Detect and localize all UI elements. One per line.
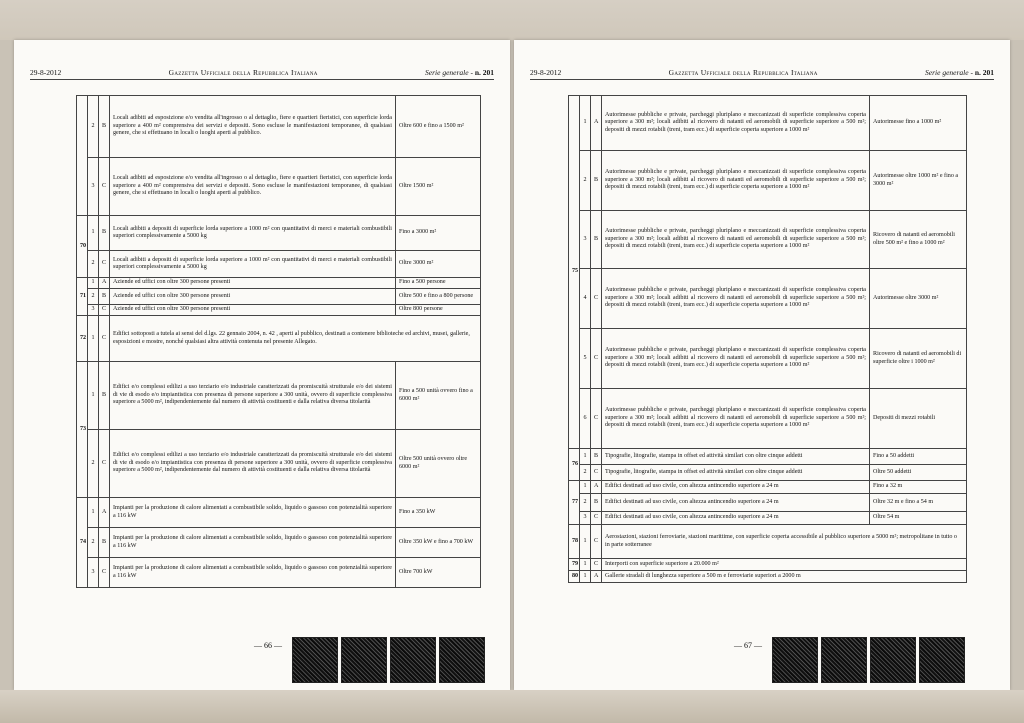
category: B (99, 528, 110, 558)
table-row (77, 316, 481, 362)
category: B (591, 494, 602, 512)
activity-description: Autorimesse pubbliche e private, parcheggi pluriplano e meccanizzati di superficie complessiva coperta superiore a 300 m²; locali adibiti al ricovero di natanti ed aeromobili di superficie superiore a 500 m²; depositi di mezzi rotabili (treni, tram ecc.) di superficie coperta superiore a 1000 m² (602, 329, 870, 389)
sub-number: 1 (580, 525, 591, 559)
activity-description: Tipografie, litografie, stampa in offset ed attività similari con oltre cinque addetti (602, 465, 870, 481)
category: A (591, 571, 602, 583)
datamatrix-code-4 (919, 637, 965, 683)
activity-description: Edifici e/o complessi edilizi a uso terziario e/o industriale caratterizzati da promiscuità strutturale e/o dei sistemi di vie di esodo e/o impiantistica con presenza di persone superiore a 300 unità, ovvero di superficie complessiva superiore a 5000 m², indipendentemente dal numero di attività costituenti e dalla relativa diversa titolarità (110, 362, 396, 430)
activity-description: Edifici e/o complessi edilizi a uso terziario e/o industriale caratterizzati da promiscuità strutturale e/o dei sistemi di vie di esodo e/o impiantistica con presenza di persone superiore a 300 unità, ovvero di superficie complessiva superiore a 5000 m², indipendentemente dal numero di attività costituenti e dalla relativa diversa titolarità (110, 430, 396, 498)
sub-number: 2 (580, 465, 591, 481)
scan-top-margin (0, 0, 1024, 40)
activity-description: Edifici destinati ad uso civile, con altezza antincendio superiore a 24 m (602, 494, 870, 512)
sub-number: 1 (580, 481, 591, 494)
header-date: 29-8-2012 (30, 67, 62, 77)
barcode-strip (292, 637, 485, 683)
activity-description: Aerostazioni, stazioni ferroviarie, stazioni marittime, con superficie coperta accessibile al pubblico superiore a 5000 m²; metropolitane in tutto o in parte sotterranee (602, 525, 967, 559)
activity-description: Autorimesse pubbliche e private, parcheggi pluriplano e meccanizzati di superficie complessiva coperta superiore a 300 m²; locali adibiti al ricovero di natanti ed aeromobili di superficie superiore a 500 m²; depositi di mezzi rotabili (treni, tram ecc.) di superficie coperta superiore a 1000 m² (602, 96, 870, 151)
category: A (99, 498, 110, 528)
activity-number: 70 (77, 216, 88, 278)
category: A (99, 278, 110, 289)
table-row (569, 559, 967, 571)
header-series: Serie generale - n. 201 (925, 67, 994, 77)
category: C (591, 512, 602, 525)
table-row (569, 329, 967, 389)
sub-number: 1 (88, 498, 99, 528)
category: B (99, 289, 110, 305)
category: B (591, 151, 602, 211)
activity-number: 71 (77, 278, 88, 316)
table-row (569, 512, 967, 525)
activity-limit: Ricovero di natanti ed aeromobili di superficie oltre i 1000 m² (870, 329, 967, 389)
table-row (77, 528, 481, 558)
category: A (591, 96, 602, 151)
datamatrix-code-1 (292, 637, 338, 683)
header-title: Gazzetta Ufficiale della Repubblica Italiana (668, 67, 818, 77)
activity-description: Edifici destinati ad uso civile, con altezza antincendio superiore a 24 m (602, 481, 870, 494)
table-row (77, 558, 481, 588)
activity-limit: Fino a 50 addetti (870, 449, 967, 465)
activity-limit: Ricovero di natanti ed aeromobili oltre 500 m² e fino a 1000 m² (870, 211, 967, 269)
datamatrix-code-3 (870, 637, 916, 683)
category: C (99, 316, 110, 362)
scan-bottom-margin (0, 690, 1024, 723)
category: C (99, 158, 110, 216)
table-row (569, 481, 967, 494)
activities-table (76, 95, 481, 588)
activity-limit: Fino a 350 kW (396, 498, 481, 528)
header-date: 29-8-2012 (530, 67, 562, 77)
activity-number: 76 (569, 449, 580, 481)
barcode-strip (772, 637, 965, 683)
activity-number: 80 (569, 571, 580, 583)
activity-description: Impianti per la produzione di calore alimentati a combustibile solido, liquido o gassoso con potenzialità superiore a 116 kW (110, 498, 396, 528)
table-row (77, 251, 481, 278)
sub-number: 1 (580, 571, 591, 583)
activity-limit: Fino a 32 m (870, 481, 967, 494)
sub-number: 2 (88, 528, 99, 558)
activity-limit: Oltre 700 kW (396, 558, 481, 588)
category: C (99, 251, 110, 278)
activity-number: 74 (77, 498, 88, 588)
activity-limit: Oltre 3000 m² (396, 251, 481, 278)
sub-number: 1 (580, 559, 591, 571)
sub-number: 1 (88, 278, 99, 289)
sub-number: 1 (88, 362, 99, 430)
activity-limit: Oltre 800 persone (396, 305, 481, 316)
datamatrix-code-4 (439, 637, 485, 683)
activity-limit: Oltre 600 e fino a 1500 m² (396, 96, 481, 158)
activity-description: Impianti per la produzione di calore alimentati a combustibile solido, liquido o gassoso con potenzialità superiore a 116 kW (110, 528, 396, 558)
sub-number: 1 (580, 96, 591, 151)
activity-limit: Oltre 32 m e fino a 54 m (870, 494, 967, 512)
category: A (591, 481, 602, 494)
sub-number: 3 (88, 305, 99, 316)
table-row (569, 465, 967, 481)
activity-limit: Oltre 500 unità ovvero oltre 6000 m² (396, 430, 481, 498)
sub-number: 1 (580, 449, 591, 465)
datamatrix-code-2 (821, 637, 867, 683)
sub-number: 2 (88, 289, 99, 305)
table-row (569, 494, 967, 512)
category: C (591, 269, 602, 329)
activity-description: Aziende ed uffici con oltre 300 persone presenti (110, 305, 396, 316)
sub-number: 3 (580, 512, 591, 525)
activity-description: Locali adibiti a depositi di superficie lorda superiore a 1000 m² con quantitativi di merci e materiali combustibili superiori complessivamente a 5000 kg (110, 216, 396, 251)
category: B (591, 211, 602, 269)
sub-number: 3 (88, 158, 99, 216)
activity-number: 79 (569, 559, 580, 571)
sub-number: 6 (580, 389, 591, 449)
page-number: — 66 — (254, 641, 282, 650)
activity-description: Locali adibiti ad esposizione e/o vendita all'ingrosso o al dettaglio, fiere e quartieri fieristici, con superficie lorda superiore a 400 m² comprensiva dei servizi e depositi. Sono escluse le manifestazioni temporanee, di qualsiasi genere, che si effettuano in locali o luoghi aperti al pubblico. (110, 158, 396, 216)
activity-number (77, 96, 88, 216)
header-series: Serie generale - n. 201 (425, 67, 494, 77)
activity-limit: Fino a 500 persone (396, 278, 481, 289)
activity-number: 73 (77, 362, 88, 498)
activity-description: Tipografie, litografie, stampa in offset ed attività similari con oltre cinque addetti (602, 449, 870, 465)
category: B (99, 362, 110, 430)
activity-number: 75 (569, 96, 580, 449)
datamatrix-code-1 (772, 637, 818, 683)
table-row (569, 151, 967, 211)
activity-limit: Depositi di mezzi rotabili (870, 389, 967, 449)
table-row (569, 211, 967, 269)
datamatrix-code-2 (341, 637, 387, 683)
table-row (569, 571, 967, 583)
activity-limit: Oltre 500 e fino a 800 persone (396, 289, 481, 305)
activity-number: 78 (569, 525, 580, 559)
table-row (77, 498, 481, 528)
category: B (99, 216, 110, 251)
activity-limit: Fino a 3000 m² (396, 216, 481, 251)
table-row (77, 362, 481, 430)
activity-description: Autorimesse pubbliche e private, parcheggi pluriplano e meccanizzati di superficie complessiva coperta superiore a 300 m²; locali adibiti al ricovero di natanti ed aeromobili di superficie superiore a 500 m²; depositi di mezzi rotabili (treni, tram ecc.) di superficie coperta superiore a 1000 m² (602, 269, 870, 329)
sub-number: 3 (88, 558, 99, 588)
sub-number: 2 (580, 151, 591, 211)
page-header (530, 65, 994, 80)
activity-description: Interporti con superficie superiore a 20.000 m² (602, 559, 967, 571)
table-row (569, 449, 967, 465)
activity-limit: Oltre 50 addetti (870, 465, 967, 481)
activity-description: Impianti per la produzione di calore alimentati a combustibile solido, liquido o gassoso con potenzialità superiore a 116 kW (110, 558, 396, 588)
activity-description: Autorimesse pubbliche e private, parcheggi pluriplano e meccanizzati di superficie complessiva coperta superiore a 300 m²; locali adibiti al ricovero di natanti ed aeromobili di superficie superiore a 500 m²; depositi di mezzi rotabili (treni, tram ecc.) di superficie coperta superiore a 1000 m² (602, 211, 870, 269)
category: C (99, 430, 110, 498)
sub-number: 4 (580, 269, 591, 329)
table-row (77, 305, 481, 316)
sub-number: 5 (580, 329, 591, 389)
activity-limit: Autorimesse fino a 1000 m² (870, 96, 967, 151)
table-row (569, 269, 967, 329)
activity-description: Edifici sottoposti a tutela ai sensi del d.lgs. 22 gennaio 2004, n. 42 , aperti al pubblico, destinati a contenere biblioteche ed archivi, musei, gallerie, esposizioni e mostre, nonché qualsiasi altra attività contenuta nel presente Allegato. (110, 316, 481, 362)
activity-description: Edifici destinati ad uso civile, con altezza antincendio superiore a 24 m (602, 512, 870, 525)
sub-number: 2 (580, 494, 591, 512)
category: C (591, 329, 602, 389)
category: C (99, 305, 110, 316)
activity-limit: Autorimesse oltre 3000 m² (870, 269, 967, 329)
activities-table (568, 95, 967, 583)
category: C (591, 389, 602, 449)
sub-number: 2 (88, 430, 99, 498)
table-row (569, 525, 967, 559)
sub-number: 2 (88, 251, 99, 278)
table-row (77, 216, 481, 251)
activity-description: Autorimesse pubbliche e private, parcheggi pluriplano e meccanizzati di superficie complessiva coperta superiore a 300 m²; locali adibiti al ricovero di natanti ed aeromobili di superficie superiore a 500 m²; depositi di mezzi rotabili (treni, tram ecc.) di superficie coperta superiore a 1000 m² (602, 151, 870, 211)
right-page (514, 40, 1010, 690)
activity-limit: Fino a 500 unità ovvero fino a 6000 m² (396, 362, 481, 430)
sub-number: 1 (88, 316, 99, 362)
category: C (591, 465, 602, 481)
category: B (99, 96, 110, 158)
sub-number: 2 (88, 96, 99, 158)
page-header (30, 65, 494, 80)
activity-description: Locali adibiti ad esposizione e/o vendita all'ingrosso o al dettaglio, fiere e quartieri fieristici, con superficie lorda superiore a 400 m² comprensiva dei servizi e depositi. Sono escluse le manifestazioni temporanee, di qualsiasi genere, che si effettuano in locali o luoghi aperti al pubblico. (110, 96, 396, 158)
category: C (591, 559, 602, 571)
table-row (77, 430, 481, 498)
activity-description: Aziende ed uffici con oltre 300 persone presenti (110, 289, 396, 305)
activity-limit: Autorimesse oltre 1000 m² e fino a 3000 m² (870, 151, 967, 211)
category: C (99, 558, 110, 588)
table-row (569, 96, 967, 151)
table-row (77, 289, 481, 305)
activity-number: 72 (77, 316, 88, 362)
activity-description: Autorimesse pubbliche e private, parcheggi pluriplano e meccanizzati di superficie complessiva coperta superiore a 300 m²; locali adibiti al ricovero di natanti ed aeromobili di superficie superiore a 500 m²; depositi di mezzi rotabili (treni, tram ecc.) di superficie coperta superiore a 1000 m² (602, 389, 870, 449)
left-page (14, 40, 510, 690)
table-row (77, 96, 481, 158)
category: C (591, 525, 602, 559)
activity-limit: Oltre 54 m (870, 512, 967, 525)
activity-number: 77 (569, 481, 580, 525)
activity-description: Locali adibiti a depositi di superficie lorda superiore a 1000 m² con quantitativi di merci e materiali combustibili superiori complessivamente a 5000 kg (110, 251, 396, 278)
activity-description: Gallerie stradali di lunghezza superiore a 500 m e ferroviarie superiori a 2000 m (602, 571, 967, 583)
header-title: Gazzetta Ufficiale della Repubblica Italiana (168, 67, 318, 77)
sub-number: 1 (88, 216, 99, 251)
table-row (77, 278, 481, 289)
activity-limit: Oltre 1500 m² (396, 158, 481, 216)
datamatrix-code-3 (390, 637, 436, 683)
category: B (591, 449, 602, 465)
activity-description: Aziende ed uffici con oltre 300 persone presenti (110, 278, 396, 289)
table-row (569, 389, 967, 449)
page-number: — 67 — (734, 641, 762, 650)
sub-number: 3 (580, 211, 591, 269)
table-row (77, 158, 481, 216)
activity-limit: Oltre 350 kW e fino a 700 kW (396, 528, 481, 558)
